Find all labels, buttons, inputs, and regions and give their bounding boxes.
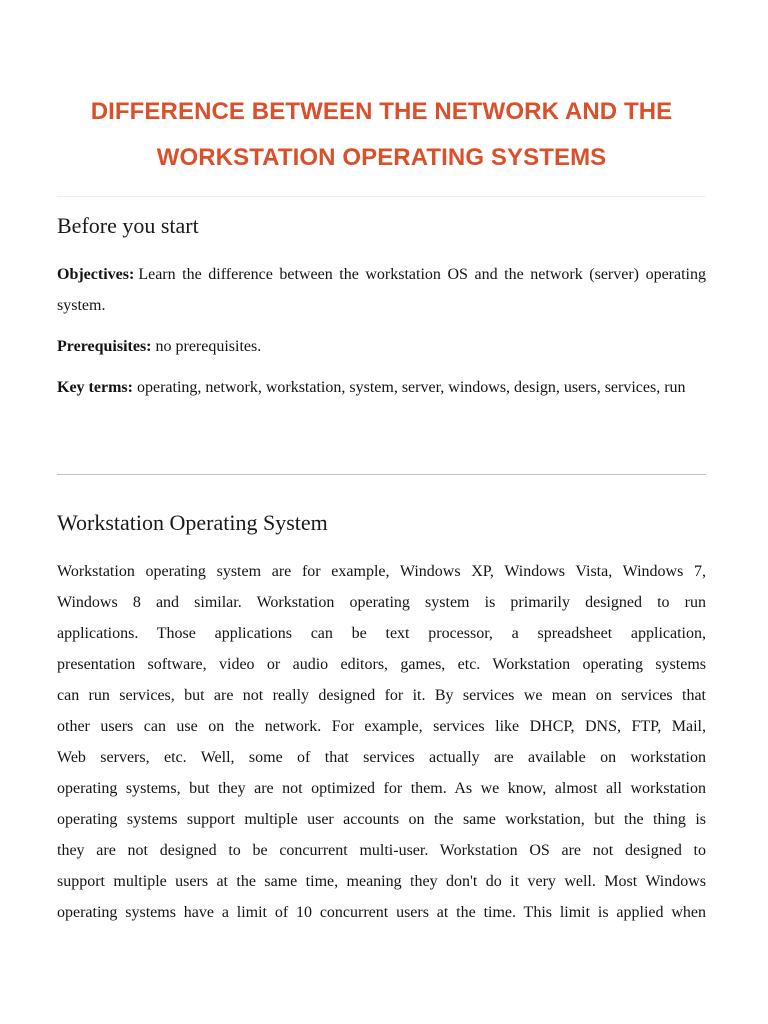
body-text-line: other users can use on the network. For example, services like DHCP, DNS, FTP, Mail,	[57, 718, 706, 735]
body-text-line: operating systems have a limit of 10 concurrent users at the time. This limit is applied when	[57, 904, 706, 921]
document-title-line-2: WORKSTATION OPERATING SYSTEMS	[156, 144, 607, 171]
objectives-text: Learn the difference between the workstation OS and the network (server) operating system.	[57, 266, 706, 314]
body-text-line: operating systems, but they are not optimized for them. As we know, almost all workstation	[57, 780, 706, 797]
body-text-line: Web servers, etc. Well, some of that services actually are available on workstation	[57, 749, 706, 766]
document-title-line-1: DIFFERENCE BETWEEN THE NETWORK AND THE	[90, 98, 673, 125]
section-divider	[57, 474, 706, 475]
objectives-paragraph	[57, 259, 706, 321]
key-terms-label: Key terms:	[57, 379, 133, 396]
body-text-line: can run services, but are not really designed for it. By services we mean on services that	[57, 687, 706, 704]
body-text-line: Windows 8 and similar. Workstation operating system is primarily designed to run	[57, 594, 706, 611]
key-terms-text: operating, network, workstation, system, server, windows, design, users, services, run	[136, 379, 686, 396]
body-text-line: applications. Those applications can be text processor, a spreadsheet application,	[57, 625, 706, 642]
body-text-line: support multiple users at the same time, meaning they don't do it very well. Most Windows	[57, 873, 706, 890]
title-divider	[57, 196, 706, 197]
body-text-line: they are not designed to be concurrent multi-user. Workstation OS are not designed to	[57, 842, 706, 859]
prerequisites-paragraph	[57, 331, 706, 362]
document-title	[57, 0, 706, 181]
prerequisites-label: Prerequisites:	[57, 338, 152, 355]
prerequisites-text: no prerequisites.	[155, 338, 262, 355]
key-terms-paragraph	[57, 372, 706, 403]
body-text-line: operating systems support multiple user accounts on the same workstation, but the thing is	[57, 811, 706, 828]
body-text-line: Workstation operating system are for example, Windows XP, Windows Vista, Windows 7,	[57, 563, 706, 580]
objectives-label: Objectives:	[57, 266, 135, 283]
document-page	[57, 0, 706, 921]
workstation-os-heading: Workstation Operating System	[57, 510, 328, 535]
before-you-start-heading: Before you start	[57, 213, 199, 238]
body-text-line: presentation software, video or audio editors, games, etc. Workstation operating systems	[57, 656, 706, 673]
workstation-os-body	[57, 556, 706, 928]
